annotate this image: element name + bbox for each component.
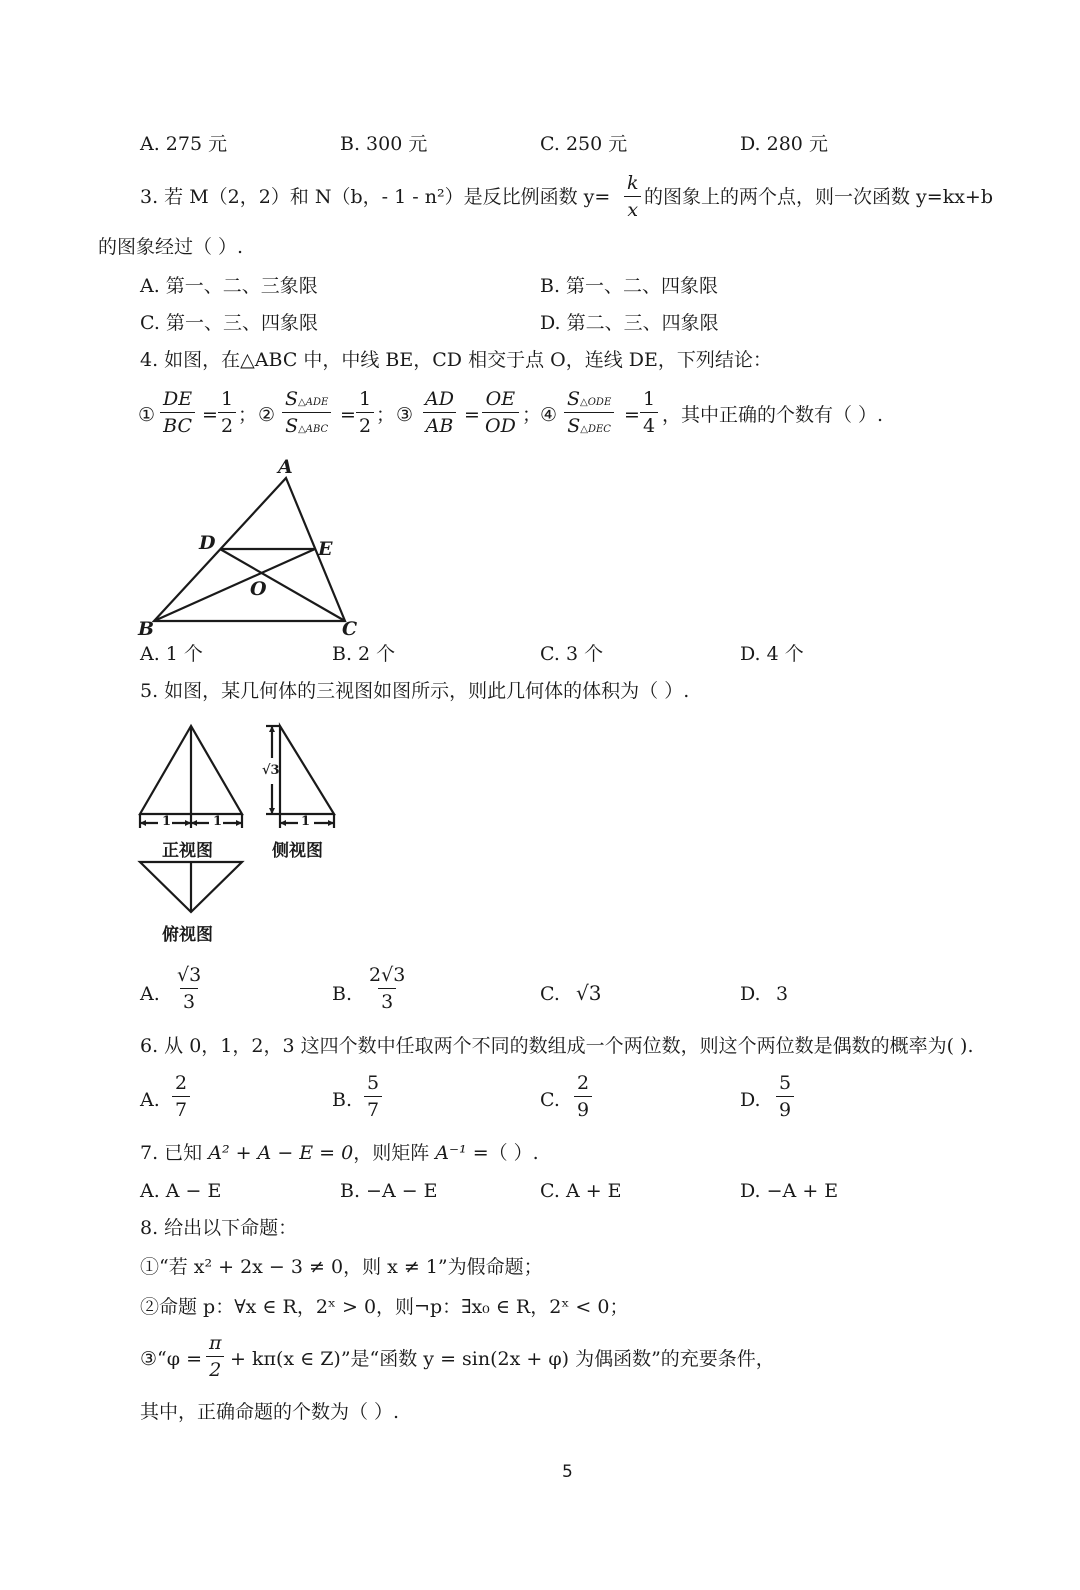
q3-stem-part-c: 的图象经过（ ）.	[98, 236, 244, 258]
q4-c4-fraction	[564, 390, 614, 436]
q4-stem: 4. 如图，在△ABC 中，中线 BE，CD 相交于点 O，连线 DE，下列结论：	[140, 349, 772, 371]
q4-c1-result	[218, 390, 236, 436]
front-view-dim-right: 1	[213, 814, 223, 829]
label-point-a: A	[278, 456, 293, 478]
front-view-label: 正视图	[162, 841, 213, 861]
q4-c3-rnum: OE	[485, 388, 516, 410]
q4-triangle-figure	[140, 460, 370, 640]
q6-option-c-label: C.	[540, 1089, 560, 1111]
q2-option-d: D. 280 元	[740, 133, 828, 155]
q2-option-b: B. 300 元	[340, 133, 428, 155]
q4-c2-result	[356, 390, 374, 436]
q2-option-c: C. 250 元	[540, 133, 628, 155]
q4-sep-3: ；	[522, 404, 542, 426]
label-point-o: O	[250, 578, 267, 600]
side-view-dim-base: 1	[301, 814, 311, 829]
q6-stem: 6. 从 0，1，2，3 这四个数中任取两个不同的数组成一个两位数，则这个两位数是偶数的概率为( ).	[140, 1035, 974, 1057]
q7-option-a: A. A − E	[140, 1180, 222, 1202]
top-view-label: 俯视图	[162, 925, 213, 945]
q4-c2-rnum: 1	[359, 388, 372, 410]
q6-option-b-label: B.	[332, 1089, 353, 1111]
q6-option-d-den: 9	[776, 1096, 794, 1120]
median-be	[154, 549, 315, 621]
q5-option-d-value: 3	[776, 983, 789, 1005]
q6-option-d-value	[776, 1074, 794, 1120]
top-view-figure	[136, 858, 246, 916]
q4-option-d: D. 4 个	[740, 643, 804, 665]
q4-c4-den: S△DEC	[564, 412, 614, 436]
q4-sep-2: ；	[376, 404, 396, 426]
q7-stem-c: （ ）.	[488, 1142, 539, 1164]
q4-c3-result	[482, 390, 519, 436]
q4-c1-fraction	[160, 390, 195, 436]
q6-option-b-num: 5	[367, 1072, 380, 1094]
q3-fraction-den: x	[624, 196, 641, 220]
q5-option-b-label: B.	[332, 983, 353, 1005]
q6-option-c-den: 9	[574, 1096, 592, 1120]
q7-option-d: D. −A + E	[740, 1180, 839, 1202]
q4-c2-num: S△ADE	[285, 388, 329, 410]
q4-c3-fraction	[422, 390, 457, 436]
q7-option-c: C. A + E	[540, 1180, 622, 1202]
q4-c4-result	[640, 390, 658, 436]
q4-option-a: A. 1 个	[140, 643, 203, 665]
q6-option-b-value	[364, 1074, 382, 1120]
q4-c2-eq: =	[340, 404, 356, 426]
q2-option-a: A. 275 元	[140, 133, 228, 155]
q5-option-d-label: D.	[740, 983, 761, 1005]
q4-c1-rden: 2	[218, 412, 236, 436]
q4-c1-num: DE	[163, 388, 193, 410]
q4-c3-rden: OD	[482, 412, 519, 436]
q4-c2-rden: 2	[356, 412, 374, 436]
q8-proposition-1: ①“若 x² + 2x − 3 ≠ 0，则 x ≠ 1”为假命题；	[140, 1256, 543, 1278]
q3-stem-part-a: 3. 若 M（2，2）和 N（b，- 1 - n²）是反比例函数 y=	[140, 186, 611, 208]
front-view-figure	[136, 722, 246, 832]
q4-sep-1: ；	[238, 404, 258, 426]
q6-option-c-value	[574, 1074, 592, 1120]
q4-tail: ，其中正确的个数有（ ）.	[662, 404, 884, 426]
q4-conclusion-2-mark: ②	[258, 404, 276, 426]
q4-c2-fraction	[282, 390, 331, 436]
q8-proposition-3-a: ③“φ =	[140, 1348, 203, 1370]
q3-stem-part-b: 的图象上的两个点，则一次函数 y=kx+b	[644, 186, 994, 208]
q4-option-b: B. 2 个	[332, 643, 396, 665]
q4-c4-rden: 4	[640, 412, 658, 436]
side-view-dim-height: √3	[262, 763, 280, 778]
q5-option-a-value	[174, 966, 204, 1012]
q6-option-a-label: A.	[140, 1089, 160, 1111]
q3-option-d: D. 第二、三、四象限	[540, 312, 719, 334]
side-view-label: 侧视图	[272, 841, 323, 861]
q5-option-a-num: √3	[177, 964, 202, 986]
q7-stem-a: 7. 已知	[140, 1142, 209, 1164]
q8-stem: 8. 给出以下命题：	[140, 1217, 298, 1239]
front-view-dim-left: 1	[162, 814, 172, 829]
label-point-c: C	[342, 618, 358, 640]
q4-option-c: C. 3 个	[540, 643, 604, 665]
q5-option-c-label: C.	[540, 983, 560, 1005]
q5-option-b-value	[366, 966, 408, 1012]
q4-c3-eq: =	[464, 404, 480, 426]
q3-option-a: A. 第一、二、三象限	[140, 275, 318, 297]
q3-fraction-num: k	[627, 172, 639, 194]
q5-option-a-label: A.	[140, 983, 160, 1005]
q4-conclusion-1-mark: ①	[138, 404, 156, 426]
q6-option-a-den: 7	[172, 1096, 190, 1120]
q4-c1-den: BC	[160, 412, 195, 436]
q3-inverse-fraction	[624, 174, 642, 220]
q6-option-b-den: 7	[364, 1096, 382, 1120]
q5-option-c-value: √3	[576, 981, 602, 1005]
q4-c1-rnum: 1	[221, 388, 234, 410]
q4-c2-den: S△ABC	[282, 412, 331, 436]
q7-option-b: B. −A − E	[340, 1180, 438, 1202]
q6-option-c-num: 2	[577, 1072, 590, 1094]
q8-tail: 其中，正确命题的个数为（ ）.	[140, 1401, 400, 1423]
q6-option-d-num: 5	[779, 1072, 792, 1094]
q4-c3-num: AD	[425, 388, 454, 410]
q4-c4-num: S△ODE	[567, 388, 612, 410]
q8-proposition-2: ②命题 p：∀x ∈ R，2ˣ > 0，则¬p：∃x₀ ∈ R，2ˣ < 0；	[140, 1296, 629, 1318]
q6-option-a-num: 2	[175, 1072, 188, 1094]
q7-equation: A² + A − E = 0	[208, 1142, 354, 1164]
q5-stem: 5. 如图，某几何体的三视图如图所示，则此几何体的体积为（ ）.	[140, 680, 690, 702]
q8-p3-num: π	[209, 1332, 222, 1354]
q4-conclusion-4-mark: ④	[540, 404, 558, 426]
q8-proposition-3-b: + kπ(x ∈ Z)”是“函数 y = sin(2x + φ) 为偶函数”的充要条件，	[230, 1348, 775, 1370]
q4-c1-eq: =	[202, 404, 218, 426]
page-number: 5	[562, 1462, 573, 1482]
q4-c4-rnum: 1	[643, 388, 656, 410]
q4-c3-den: AB	[423, 412, 457, 436]
q8-p3-den: 2	[206, 1356, 224, 1380]
label-point-d: D	[199, 532, 216, 554]
q6-option-a-value	[172, 1074, 190, 1120]
label-point-e: E	[318, 538, 333, 560]
q8-proposition-3-fraction	[206, 1334, 225, 1380]
q6-option-d-label: D.	[740, 1089, 761, 1111]
q5-option-a-den: 3	[180, 988, 198, 1012]
q7-stem	[140, 1144, 539, 1163]
q5-option-b-num: 2√3	[369, 964, 406, 986]
q3-option-c: C. 第一、三、四象限	[140, 312, 318, 334]
label-point-b: B	[138, 618, 155, 640]
q3-option-b: B. 第一、二、四象限	[540, 275, 719, 297]
q4-c4-eq: =	[624, 404, 640, 426]
q5-option-b-den: 3	[378, 988, 396, 1012]
q7-stem-b: ，则矩阵	[353, 1142, 436, 1164]
q4-conclusion-3-mark: ③	[396, 404, 414, 426]
q7-inverse: A⁻¹ =	[435, 1142, 489, 1164]
